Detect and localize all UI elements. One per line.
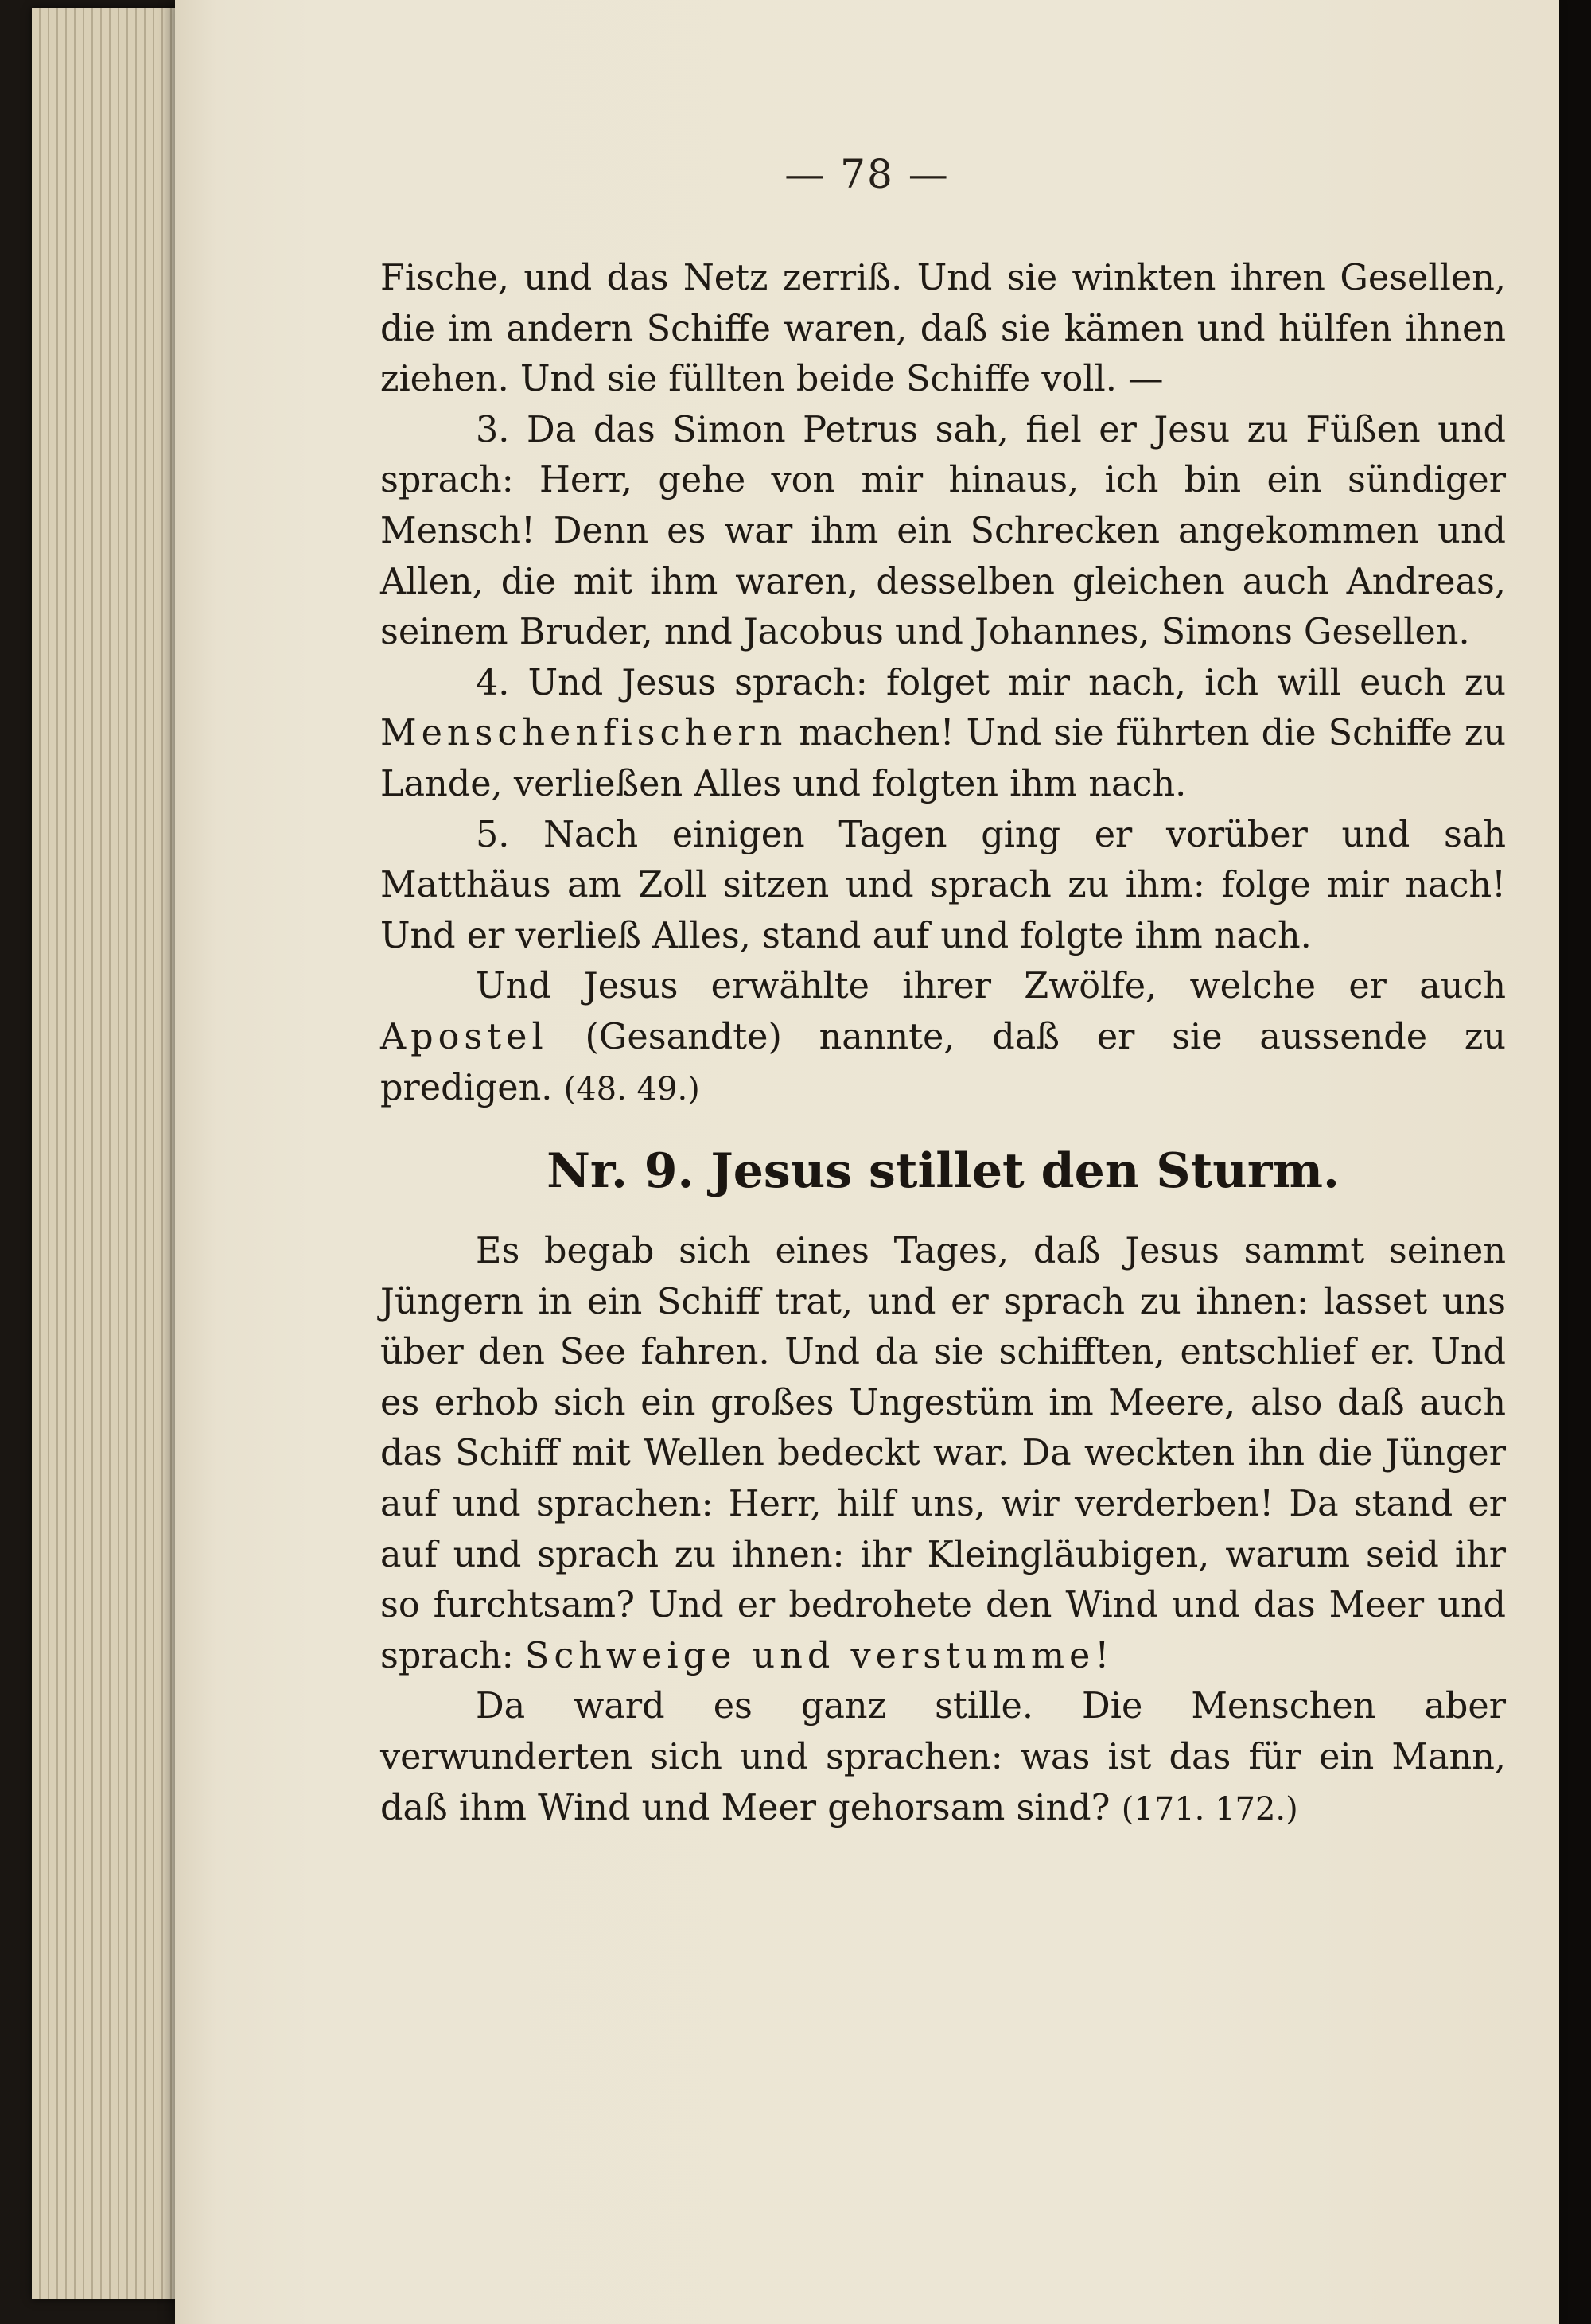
paragraph-3-text-a: 4. Und Jesus sprach: folget mir nach, ich will euch zu: [476, 662, 1506, 703]
background-edge: [1559, 0, 1591, 2324]
section-reference-number: (171. 172.): [1121, 1790, 1298, 1828]
paragraph-4: 5. Nach einigen Tagen ging er vorüber und sah Matthäus am Zoll sitzen und sprach zu ihm: folge mir nach! Und er verließ Alles, stand auf und folgte ihm nach.: [380, 814, 1506, 956]
emphasis-apostel: Apostel: [380, 1016, 548, 1057]
paragraph-1: Fische, und das Netz zerriß. Und sie winkten ihren Gesellen, die im andern Schiffe waren, daß sie kämen und hülfen ihnen ziehen. Und sie füllten beide Schiffe voll. —: [380, 258, 1506, 400]
page-number: — 78 —: [784, 151, 950, 197]
emphasis-schweige: Schweige und verstumme!: [524, 1635, 1114, 1676]
page-leaves: [32, 8, 199, 2299]
section-paragraph-2-text: Da ward es ganz stille. Die Menschen aber verwunderten sich und sprachen: was ist das für ein Mann, daß ihm Wind und Meer gehorsam sind?: [380, 1686, 1506, 1828]
section-paragraph-2: [380, 1681, 1506, 1835]
section-paragraph-1: [380, 1226, 1506, 1681]
emphasis-menschenfischern: Menschenfischern: [380, 713, 788, 754]
paragraph-3: [380, 658, 1506, 810]
paragraph-5-text-b: (Gesandte) nannte, daß er sie aussende zu predigen.: [380, 1016, 1506, 1108]
section-heading: Nr. 9. Jesus stillet den Sturm.: [547, 1143, 1340, 1200]
paragraph-5-text-a: Und Jesus erwählte ihrer Zwölfe, welche er auch: [476, 966, 1506, 1007]
paragraph-5: [380, 961, 1506, 1115]
reference-number: (48. 49.): [563, 1070, 700, 1108]
page-body: [380, 253, 1506, 1835]
section-paragraph-1-text: Es begab sich eines Tages, daß Jesus sammt seinen Jüngern in ein Schiff trat, und er sprach zu ihnen: lasset uns über den See fahren. Und da sie schifften, entschlief er. Und es erhob sich ein großes Ungestüm im Meere, also daß auch das Schiff mit Wellen bedeckt war. Da weckten ihn die Jünger auf und sprachen: Herr, hilf uns, wir verderben! Da stand er auf und sprach zu ihnen: ihr Kleingläubigen, warum seid ihr so furchtsam? Und er bedrohete den Wind und das Meer und sprach:: [380, 1231, 1506, 1676]
paragraph-2: 3. Da das Simon Petrus sah, fiel er Jesu zu Füßen und sprach: Herr, gehe von mir hinaus, ich bin ein sündiger Mensch! Denn es war ihm ein Schrecken angekommen und Allen, die mit ihm waren, desselben gleichen auch Andreas, seinem Bruder, nnd Jacobus und Johannes, Simons Gesellen.: [380, 409, 1506, 653]
book-page: [175, 0, 1559, 2324]
paragraph-3-text-b: machen! Und sie führten die Schiffe zu Lande, verließen Alles und folgten ihm nach.: [380, 713, 1506, 804]
